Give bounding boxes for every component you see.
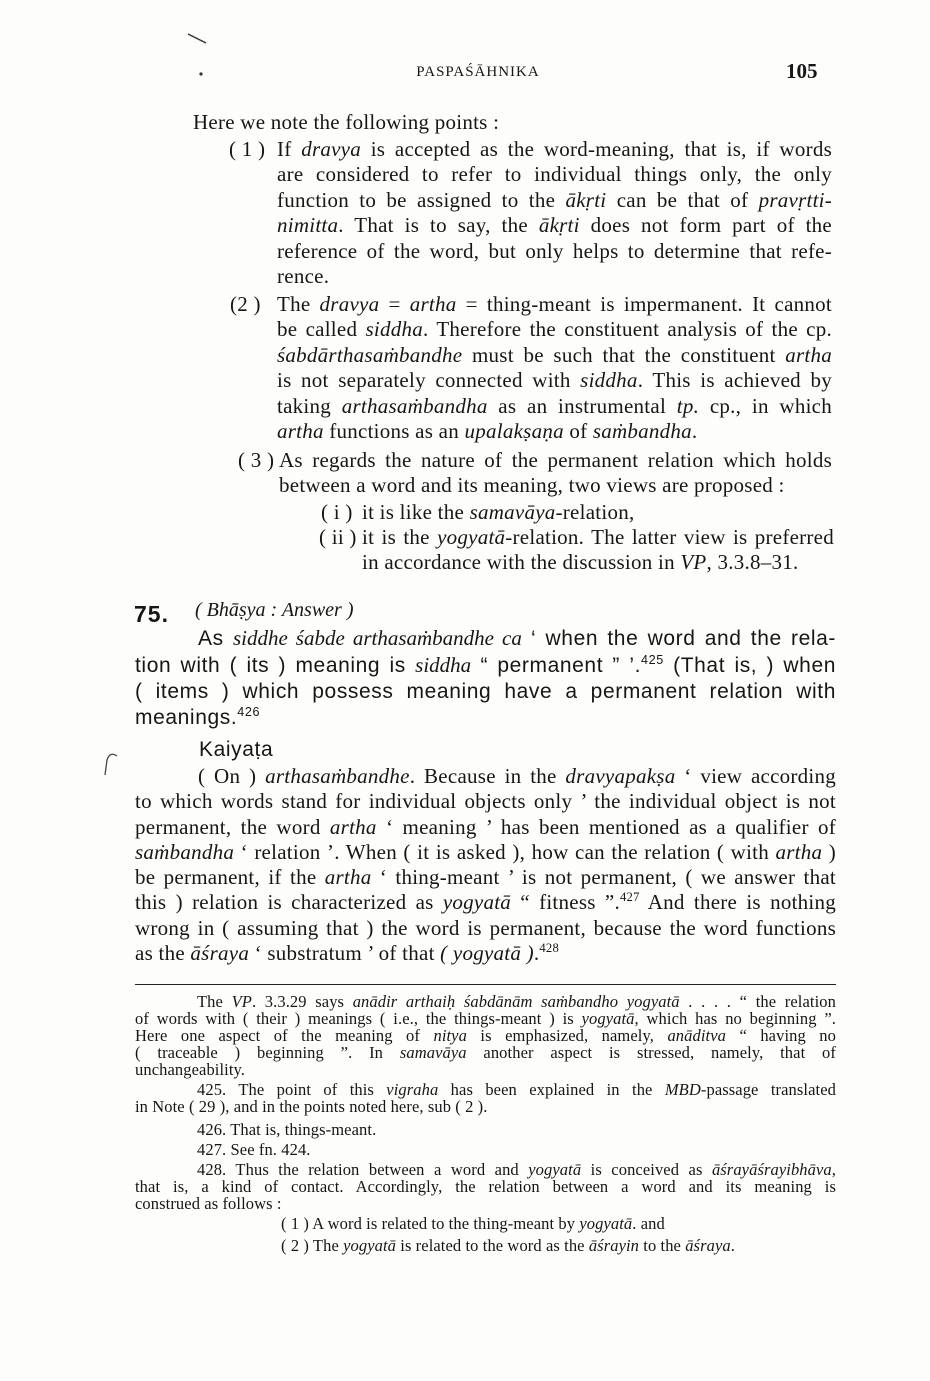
italic-term: yogyatā bbox=[343, 1236, 397, 1255]
text-line bbox=[135, 993, 836, 1010]
text-line bbox=[277, 394, 832, 419]
text-run: -relation, bbox=[555, 500, 635, 524]
italic-term: yogyatā bbox=[581, 1009, 635, 1028]
text-run: 428. Thus the relation between a word and bbox=[197, 1160, 529, 1179]
point-label: (2 ) bbox=[230, 292, 261, 316]
italic-term: anāditva bbox=[667, 1026, 726, 1045]
pencil-margin-mark bbox=[105, 754, 117, 775]
text-line bbox=[135, 1121, 836, 1138]
intro-sentence: Here we note the following points : bbox=[193, 110, 500, 134]
italic-term: yogyatā bbox=[437, 525, 506, 549]
sub-point-ii-text bbox=[362, 525, 834, 576]
text-run: cp., in which bbox=[699, 393, 832, 418]
text-run: it is like the bbox=[362, 500, 470, 524]
text-line bbox=[135, 652, 836, 679]
text-run: 425. The point of this bbox=[197, 1080, 387, 1099]
text-run: between a word and its meaning, two views are proposed : bbox=[279, 473, 785, 498]
text-run: be called bbox=[277, 317, 366, 342]
text-run: . bbox=[691, 419, 698, 444]
text-run: to which words stand for individual objects only ’ the individual object is not bbox=[135, 789, 836, 814]
text-run: permanent, the word bbox=[135, 814, 330, 839]
text-run: is conceived as bbox=[581, 1160, 712, 1179]
italic-term: ākṛti bbox=[538, 213, 580, 238]
italic-term: yogyatā bbox=[579, 1214, 633, 1233]
text-run: taking bbox=[277, 393, 342, 418]
text-line bbox=[277, 368, 832, 393]
text-run: . . . . “ the relation bbox=[679, 992, 836, 1011]
italic-term: artha bbox=[324, 865, 372, 890]
text-line bbox=[277, 292, 832, 317]
italic-term: dravya bbox=[301, 137, 362, 161]
text-line bbox=[135, 1027, 836, 1044]
text-run: . Therefore the constituent analysis of the cp. bbox=[422, 317, 833, 342]
italic-term: āśrayāśrayibhāva bbox=[711, 1160, 832, 1179]
text-line bbox=[277, 162, 832, 187]
text-run: ( On ) bbox=[198, 764, 266, 788]
text-run: ‘ meaning ’ has been mentioned as a qualifier of bbox=[376, 814, 836, 839]
italic-term: VP bbox=[680, 550, 707, 575]
text-run: is related to the word as the bbox=[396, 1236, 589, 1255]
text-run: ‘ relation ’. When ( it is asked ), how can the relation ( with bbox=[234, 839, 776, 864]
text-run: unchangeability. bbox=[135, 1060, 246, 1079]
italic-term: tp. bbox=[676, 393, 700, 418]
footnote-425 bbox=[135, 1081, 836, 1115]
text-run: . Because in the bbox=[409, 764, 566, 788]
text-line bbox=[135, 840, 836, 865]
point-label: ( 3 ) bbox=[238, 448, 275, 472]
text-line bbox=[135, 1178, 836, 1195]
text-line bbox=[362, 525, 834, 550]
point-1-text bbox=[277, 137, 832, 289]
italic-term: āśraya bbox=[685, 1236, 731, 1255]
text-run: another aspect is stressed, namely, that of bbox=[466, 1043, 836, 1062]
point-3-text bbox=[279, 448, 832, 499]
text-line bbox=[279, 473, 832, 498]
text-line bbox=[277, 239, 832, 264]
scan-scratch-mark bbox=[188, 34, 206, 43]
text-run: = bbox=[379, 292, 410, 316]
text-run: ( 1 ) A word is related to the thing-meant by bbox=[281, 1214, 580, 1233]
footnote-426 bbox=[135, 1121, 836, 1138]
italic-term: artha bbox=[277, 419, 324, 444]
italic-term: nitya bbox=[433, 1026, 467, 1045]
text-run: in Note ( 29 ), and in the points noted here, sub ( 2 ). bbox=[135, 1097, 488, 1116]
text-line bbox=[277, 188, 832, 213]
text-run: ‘ view according bbox=[675, 764, 837, 788]
text-line bbox=[135, 1044, 836, 1061]
text-run: ) bbox=[822, 839, 836, 864]
text-run: . bbox=[730, 1236, 735, 1255]
text-run: ( items ) which possess meaning have a permanent relation with bbox=[135, 680, 836, 703]
sub-point-label: ( i ) bbox=[321, 500, 353, 524]
text-run: function to be assigned to the bbox=[277, 187, 566, 212]
text-run: to the bbox=[639, 1236, 686, 1255]
footnote-reference: 425 bbox=[641, 653, 664, 668]
italic-term: dravya bbox=[319, 292, 380, 316]
italic-term: yogyatā bbox=[528, 1160, 582, 1179]
text-run: , bbox=[831, 1160, 837, 1179]
text-run: . and bbox=[632, 1214, 665, 1233]
text-run: can be that of bbox=[606, 187, 759, 212]
italic-term: siddha bbox=[580, 368, 638, 393]
section-heading: ( Bhāṣya : Answer ) bbox=[195, 599, 354, 621]
text-run: “ permanent ” ’. bbox=[471, 654, 642, 677]
text-run: of words with ( their ) meanings ( i.e., the things-meant ) is bbox=[135, 1009, 582, 1028]
text-line bbox=[135, 1098, 836, 1115]
text-run: ‘ substratum ’ of that bbox=[249, 941, 441, 966]
bhasya-answer-paragraph bbox=[135, 625, 836, 731]
text-run: As regards the nature of the permanent relation which holds bbox=[279, 448, 832, 472]
italic-term: ( yogyatā ) bbox=[440, 941, 534, 966]
text-run: The bbox=[197, 992, 232, 1011]
text-run: reference of the word, but only helps to determine that refe- bbox=[277, 238, 832, 263]
text-run: has been explained in the bbox=[438, 1080, 665, 1099]
text-run: -passage translated bbox=[700, 1080, 836, 1099]
text-run: wrong in ( assuming that ) the word is permanent, because the word functions bbox=[135, 915, 836, 940]
text-line bbox=[135, 1161, 836, 1178]
italic-term: artha bbox=[409, 292, 457, 316]
italic-term: siddhe śabde arthasaṁbandhe ca bbox=[232, 626, 522, 650]
text-line bbox=[281, 1213, 836, 1235]
page-number: 105 bbox=[786, 59, 818, 83]
text-run: must be such that the constituent bbox=[462, 342, 786, 367]
text-line bbox=[279, 448, 832, 473]
text-run: is emphasized, namely, bbox=[466, 1026, 668, 1045]
text-run: If bbox=[277, 137, 302, 161]
sub-point-i-text bbox=[362, 500, 834, 525]
text-run: = thing-meant is impermanent. It cannot bbox=[456, 292, 833, 316]
sub-point-label: ( ii ) bbox=[319, 525, 357, 549]
italic-term: samavāya bbox=[399, 1043, 467, 1062]
footnote-continued bbox=[135, 993, 836, 1078]
text-line bbox=[135, 1141, 836, 1158]
italic-term: artha bbox=[775, 839, 823, 864]
text-run: ‘ when the word and the rela- bbox=[521, 627, 836, 650]
italic-term: samavāya bbox=[469, 500, 556, 524]
point-label: ( 1 ) bbox=[229, 137, 266, 161]
text-run: “ having no bbox=[725, 1026, 836, 1045]
text-run: construed as follows : bbox=[135, 1194, 282, 1213]
text-line bbox=[135, 815, 836, 840]
text-line bbox=[277, 213, 832, 238]
text-line bbox=[135, 1195, 836, 1212]
running-head-title: PASPAŚĀHNIKA bbox=[416, 64, 540, 80]
italic-term: āśraya bbox=[190, 941, 250, 966]
text-run: , 3.3.8–31. bbox=[706, 550, 799, 575]
italic-term: VP bbox=[231, 992, 252, 1011]
italic-term: nimitta bbox=[277, 213, 339, 238]
text-run: be permanent, if the bbox=[135, 865, 325, 890]
scan-speck bbox=[199, 72, 202, 75]
text-run: 427. See fn. 424. bbox=[197, 1140, 311, 1159]
text-run: ( 2 ) The bbox=[281, 1236, 344, 1255]
italic-term: MBD bbox=[664, 1080, 701, 1099]
text-run: of bbox=[563, 419, 593, 444]
text-run: . This is achieved by bbox=[637, 368, 832, 393]
italic-term: anādir arthaiḥ śabdānām saṁbandho yogyatā bbox=[352, 992, 680, 1011]
text-run: this ) relation is characterized as bbox=[135, 890, 443, 915]
text-run: . 3.3.29 says bbox=[251, 992, 353, 1011]
text-run: tion with ( its ) meaning is bbox=[135, 654, 416, 677]
text-run: is accepted as the word-meaning, that is, if words bbox=[361, 137, 832, 161]
text-line bbox=[277, 137, 832, 162]
italic-term: artha bbox=[785, 342, 832, 367]
italic-term: saṁbandha bbox=[135, 839, 235, 864]
italic-term: yogyatā bbox=[442, 890, 512, 915]
text-run: . That is to say, the bbox=[338, 213, 539, 238]
text-run: . bbox=[533, 941, 540, 966]
footnote-427 bbox=[135, 1141, 836, 1158]
footnote-reference: 427 bbox=[619, 890, 640, 905]
italic-term: arthasaṁbandhe bbox=[265, 764, 410, 788]
text-run: ‘ thing-meant ’ is not permanent, ( we answer that bbox=[371, 865, 836, 890]
text-line bbox=[362, 500, 834, 525]
text-line bbox=[135, 941, 836, 966]
text-run: As bbox=[198, 627, 233, 650]
text-run: Here one aspect of the meaning of bbox=[135, 1026, 434, 1045]
text-run: meanings. bbox=[135, 706, 238, 729]
italic-term: pravṛtti- bbox=[758, 187, 833, 212]
text-line bbox=[277, 264, 832, 289]
footnote-reference: 428 bbox=[539, 941, 560, 956]
footnote-428-list bbox=[281, 1213, 836, 1257]
text-run: -relation. The latter view is preferred bbox=[505, 525, 834, 549]
text-run: does not form part of the bbox=[579, 213, 832, 238]
text-line bbox=[362, 550, 834, 575]
italic-term: dravyapakṣa bbox=[565, 764, 676, 788]
text-line bbox=[135, 1081, 836, 1098]
text-line bbox=[135, 789, 836, 814]
text-run: as an instrumental bbox=[487, 393, 677, 418]
text-run: 426. That is, things-meant. bbox=[197, 1120, 377, 1139]
section-number: 75. bbox=[134, 601, 169, 627]
text-run: that is, a kind of contact. Accordingly, the relation between a word and its meaning is bbox=[135, 1177, 836, 1196]
italic-term: saṁbandha bbox=[592, 419, 692, 444]
text-line bbox=[277, 317, 832, 342]
italic-term: upalakṣaṇa bbox=[464, 419, 564, 444]
footnote-reference: 426 bbox=[237, 705, 261, 720]
commentary-title: Kaiyaṭa bbox=[199, 738, 274, 761]
text-line bbox=[135, 679, 836, 705]
point-2-text bbox=[277, 292, 832, 444]
text-line bbox=[135, 625, 836, 652]
text-run: as the bbox=[135, 941, 191, 966]
text-run: rence. bbox=[277, 264, 330, 289]
commentary-paragraph bbox=[135, 764, 836, 966]
text-run: The bbox=[277, 292, 320, 316]
text-run: is not separately connected with bbox=[277, 368, 581, 393]
italic-term: siddha bbox=[365, 317, 423, 342]
italic-term: āśrayin bbox=[588, 1236, 640, 1255]
text-run: it is the bbox=[362, 525, 438, 549]
footnote-428 bbox=[135, 1161, 836, 1212]
italic-term: ākṛti bbox=[565, 187, 607, 212]
italic-term: vigraha bbox=[386, 1080, 439, 1099]
text-line bbox=[277, 419, 832, 444]
footnote-separator bbox=[135, 984, 836, 985]
text-run: ( traceable ) beginning ”. In bbox=[135, 1043, 400, 1062]
text-run: , which has no beginning ”. bbox=[634, 1009, 836, 1028]
text-line bbox=[135, 1010, 836, 1027]
text-line bbox=[135, 764, 836, 789]
italic-term: śabdārthasaṁbandhe bbox=[277, 342, 463, 367]
text-line bbox=[135, 705, 836, 731]
text-run: And there is nothing bbox=[639, 890, 836, 915]
text-run: functions as an bbox=[323, 419, 465, 444]
text-line bbox=[281, 1235, 836, 1257]
text-line bbox=[135, 1061, 836, 1078]
italic-term: siddha bbox=[415, 653, 472, 677]
text-run: in accordance with the discussion in bbox=[362, 550, 681, 575]
text-run: are considered to refer to individual things only, the only bbox=[277, 162, 832, 187]
text-run: (That is, ) when bbox=[663, 654, 837, 677]
text-line bbox=[135, 865, 836, 890]
text-line bbox=[277, 343, 832, 368]
text-line bbox=[135, 916, 836, 941]
italic-term: arthasaṁbandha bbox=[341, 393, 488, 418]
text-line bbox=[135, 890, 836, 915]
italic-term: artha bbox=[329, 814, 377, 839]
text-run: “ fitness ”. bbox=[511, 890, 620, 915]
